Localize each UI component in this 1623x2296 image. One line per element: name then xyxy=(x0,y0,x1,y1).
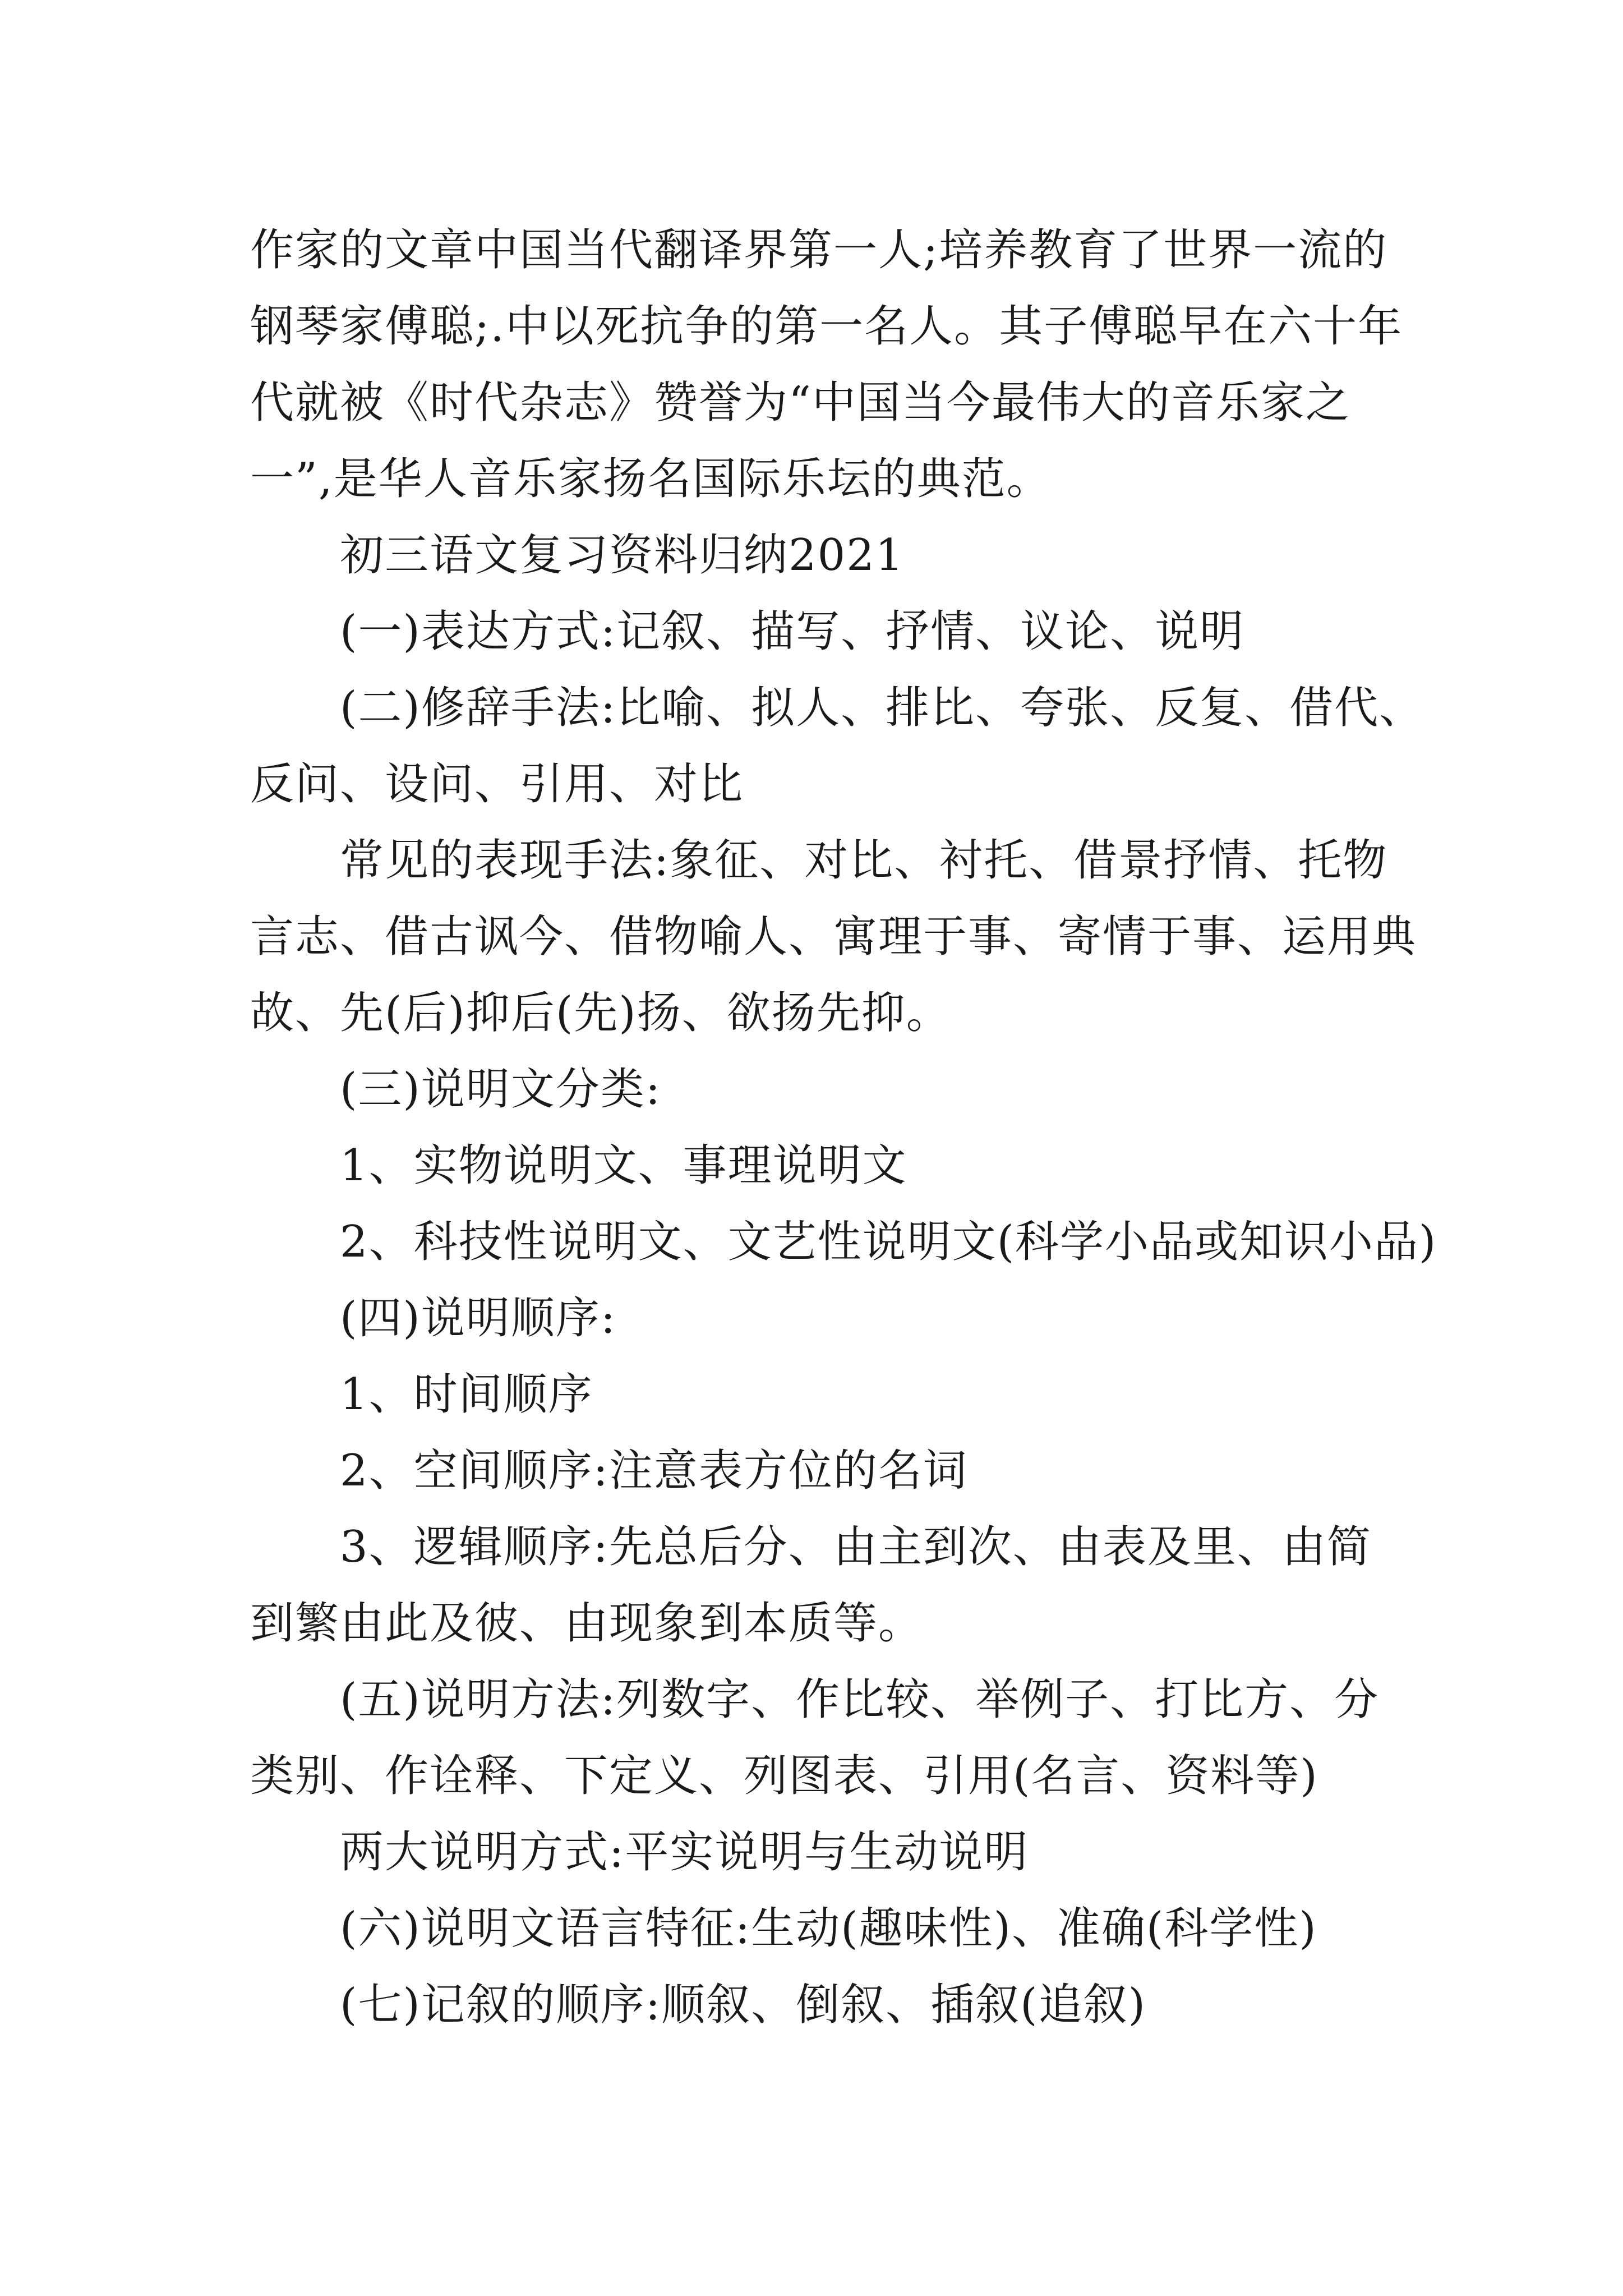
text-line: 到繁由此及彼、由现象到本质等。 xyxy=(250,1598,924,1649)
text-line: 1、时间顺序 xyxy=(340,1369,593,1420)
text-line: 一”,是华人音乐家扬名国际乐坛的典范。 xyxy=(250,454,1052,504)
text-line: 2、科技性说明文、文艺性说明文(科学小品或知识小品) xyxy=(340,1217,1437,1267)
text-line: (四)说明顺序: xyxy=(340,1293,617,1343)
text-line: 故、先(后)抑后(先)扬、欲扬先抑。 xyxy=(250,988,951,1038)
text-line: 两大说明方式:平实说明与生动说明 xyxy=(340,1827,1029,1878)
text-line: 3、逻辑顺序:先总后分、由主到次、由表及里、由简 xyxy=(340,1522,1372,1572)
text-line: (二)修辞手法:比喻、拟人、排比、夸张、反复、借代、 xyxy=(340,683,1424,733)
document-body xyxy=(250,212,1437,2043)
text-line: (七)记叙的顺序:顺叙、倒叙、插叙(追叙) xyxy=(340,1980,1147,2030)
text-line: 初三语文复习资料归纳2021 xyxy=(340,530,905,581)
text-line: 类别、作诠释、下定义、列图表、引用(名言、资料等) xyxy=(250,1751,1318,1801)
text-line: (一)表达方式:记叙、描写、抒情、议论、说明 xyxy=(340,606,1245,657)
text-line: 反问、设问、引用、对比 xyxy=(250,759,744,809)
text-line: (六)说明文语言特征:生动(趣味性)、准确(科学性) xyxy=(340,1903,1317,1954)
text-line: (三)说明文分类: xyxy=(340,1064,662,1115)
text-line: (五)说明方法:列数字、作比较、举例子、打比方、分 xyxy=(340,1674,1380,1725)
text-line: 常见的表现手法:象征、对比、衬托、借景抒情、托物 xyxy=(340,835,1388,886)
text-line: 1、实物说明文、事理说明文 xyxy=(340,1140,907,1191)
text-line: 钢琴家傅聪;.中以死抗争的第一名人。其子傅聪早在六十年 xyxy=(250,301,1403,352)
text-line: 言志、借古讽今、借物喻人、寓理于事、寄情于事、运用典 xyxy=(250,912,1417,962)
text-line: 作家的文章中国当代翻译界第一人;培养教育了世界一流的 xyxy=(250,225,1388,275)
text-line: 代就被《时代杂志》赞誉为“中国当今最伟大的音乐家之 xyxy=(250,378,1350,428)
text-line: 2、空间顺序:注意表方位的名词 xyxy=(340,1446,968,1496)
